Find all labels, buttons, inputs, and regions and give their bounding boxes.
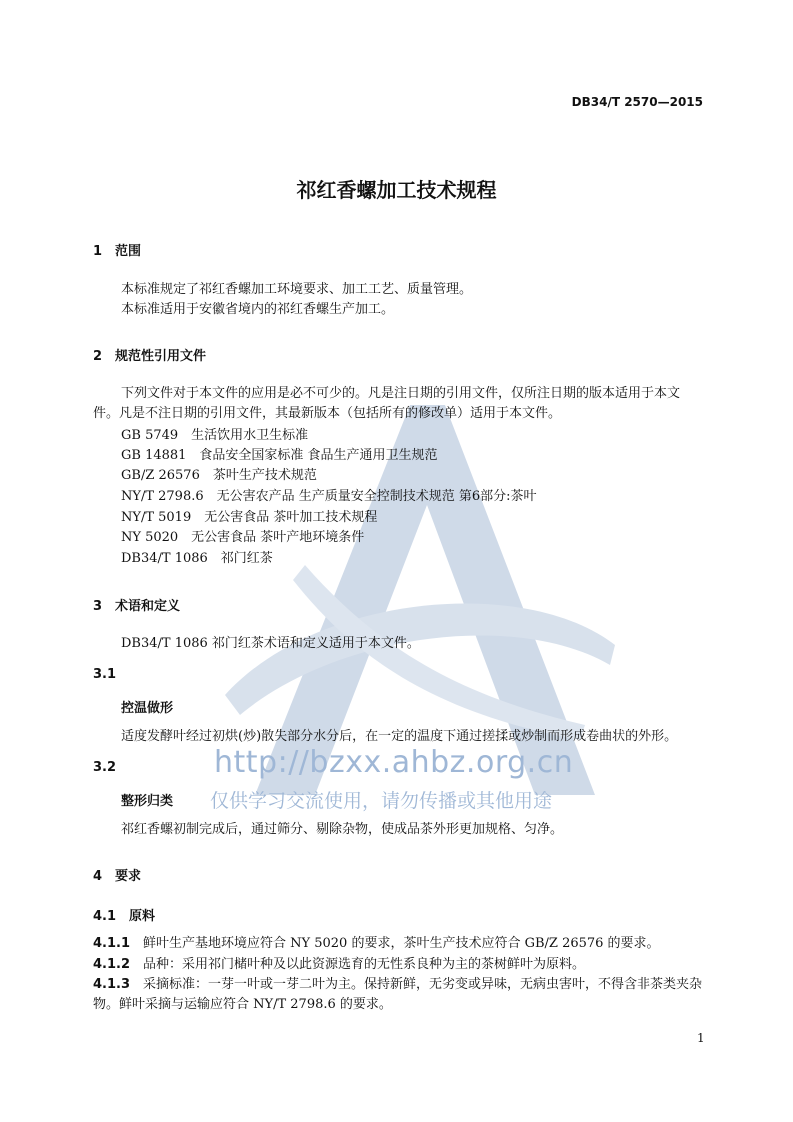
clause-4-1-1: [93, 934, 660, 954]
term-3-2-name: 整形归类: [121, 794, 174, 809]
section-4-heading: 4 要求: [93, 869, 142, 884]
section-2-intro: 下列文件对于本文件的应用是必不可少的。凡是注日期的引用文件，仅所注日期的版本适用于本文件。凡是不注日期的引用文件，其最新版本（包括所有的修改单）适用于本文件。: [93, 386, 681, 421]
term-3-1-definition: 适度发酵叶经过初烘(炒)散失部分水分后，在一定的温度下通过搓揉或炒制而形成卷曲状的外形。: [121, 729, 678, 744]
watermark-note: 仅供学习交流使用，请勿传播或其他用途: [210, 790, 553, 812]
standard-number: DB34/T 2570—2015: [571, 95, 703, 109]
page-number: 1: [697, 1031, 705, 1045]
clause-4-1-2: [93, 955, 585, 975]
term-3-2-number: 3.2: [93, 760, 117, 775]
section-3-heading: 3 术语和定义: [93, 599, 181, 614]
clause-text: 采摘标准：一芽一叶或一芽二叶为主。保持新鲜，无劣变或异味，无病虫害叶，不得含非茶类夹杂物。鲜叶采摘与运输应符合 NY/T 2798.6 的要求。: [93, 977, 703, 1012]
clause-number: 4.1.2: [93, 957, 131, 972]
reference-item: NY/T 5019 无公害食品 茶叶加工技术规程: [121, 510, 378, 525]
reference-item: GB/Z 26576 茶叶生产技术规范: [121, 468, 317, 483]
reference-item: NY/T 2798.6 无公害农产品 生产质量安全控制技术规范 第6部分:茶叶: [121, 489, 537, 504]
term-3-1-name: 控温做形: [121, 701, 174, 716]
document-title: 祁红香螺加工技术规程: [296, 178, 497, 202]
reference-item: NY 5020 无公害食品 茶叶产地环境条件: [121, 530, 365, 545]
section-2-heading: 2 规范性引用文件: [93, 349, 207, 364]
watermark-url: http://bzxx.ahbz.org.cn: [214, 745, 574, 780]
clause-text: 品种：采用祁门槠叶种及以此资源选育的无性系良种为主的茶树鲜叶为原料。: [130, 957, 586, 972]
section-4-1-heading: 4.1 原料: [93, 909, 156, 924]
clause-text: 鲜叶生产基地环境应符合 NY 5020 的要求，茶叶生产技术应符合 GB/Z 26576 的要求。: [130, 936, 660, 951]
term-3-2-definition: 祁红香螺初制完成后，通过筛分、剔除杂物，使成品茶外形更加规格、匀净。: [121, 822, 564, 837]
reference-item: GB 5749 生活饮用水卫生标准: [121, 428, 309, 443]
reference-item: DB34/T 1086 祁门红茶: [121, 551, 273, 566]
section-1-paragraph-2: 本标准适用于安徽省境内的祁红香螺生产加工。: [121, 302, 395, 317]
section-1-paragraph-1: 本标准规定了祁红香螺加工环境要求、加工工艺、质量管理。: [121, 282, 473, 297]
section-3-intro: DB34/T 1086 祁门红茶术语和定义适用于本文件。: [121, 636, 420, 651]
clause-4-1-3: [93, 975, 705, 1015]
section-1-heading: 1 范围: [93, 244, 142, 259]
reference-item: GB 14881 食品安全国家标准 食品生产通用卫生规范: [121, 448, 438, 463]
clause-number: 4.1.1: [93, 936, 131, 951]
term-3-1-number: 3.1: [93, 667, 117, 682]
clause-number: 4.1.3: [93, 977, 131, 992]
